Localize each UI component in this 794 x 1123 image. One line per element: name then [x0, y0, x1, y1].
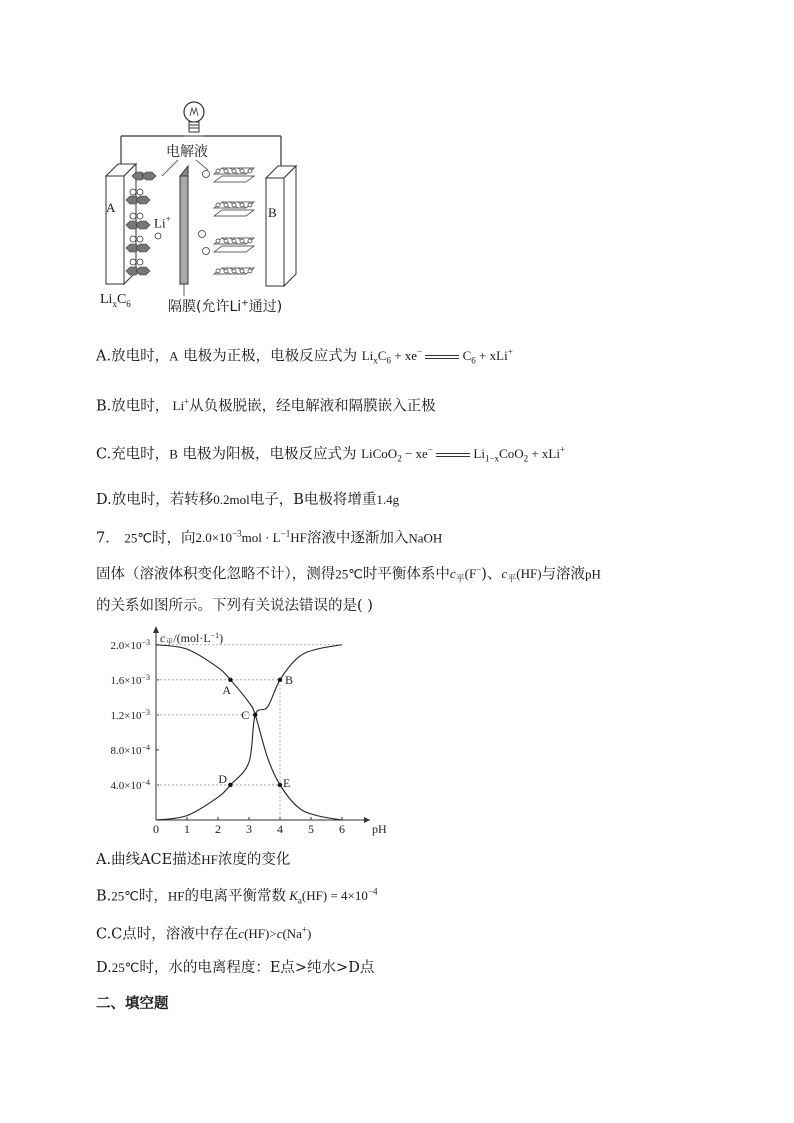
point-label-A: A [222, 682, 232, 697]
li-ion-label: Li+ [154, 214, 171, 231]
y-tick-label: $4.0\times 10^{-4}$ [110, 777, 150, 792]
q6-option-B: B.放电时， Li+从负极脱嵌，经电解液和隔膜嵌入正极 [96, 397, 436, 415]
electrode-A-label: A [106, 200, 116, 215]
q7-option-A: A.曲线ACE描述HF浓度的变化 [96, 852, 291, 868]
q6-option-A: A.放电时，A 电极为正极，电极反应式为 $Li_xC_6 + xe^-$ $C_6 + xLi^+$ [96, 347, 513, 366]
point-C [253, 713, 257, 717]
section-heading: 二、填空题 [96, 996, 169, 1012]
electrode-B [266, 166, 296, 286]
y-tick-label: $1.6\times 10^{-3}$ [110, 672, 150, 687]
q6-option-C: C.充电时，B 电极为阳极，电极反应式为 LiCoO$_2$ − xe− $Li_{1-x}CoO_2 + xLi^+$ [96, 445, 566, 464]
reaction-arrow [425, 355, 459, 359]
point-A [228, 678, 232, 682]
x-tick-label: 6 [339, 822, 345, 836]
separator-membrane [180, 166, 188, 284]
q7-stem-line-3: 的关系如图所示。下列有关说法错误的是( ) [96, 598, 373, 614]
x-tick-label: 1 [184, 822, 190, 836]
x-tick-label: 4 [277, 822, 283, 836]
x-tick-label: 5 [308, 822, 314, 836]
point-label-B: B [285, 672, 294, 687]
series-curve-2 [156, 645, 342, 820]
y-axis-label: $c_平/(mol\cdot L^{-1})$ [160, 631, 224, 647]
point-E [278, 783, 282, 787]
x-tick-label: 3 [246, 822, 252, 836]
q7-stem-line-2: 固体（溶液体积变化忽略不计），测得25℃时平衡体系中$c_平(F^-)$、$c_平(HF)$与溶液pH [96, 565, 601, 584]
y-axis-arrow [153, 626, 159, 633]
point-D [228, 783, 232, 787]
x-tick-label: 0 [153, 822, 159, 836]
x-axis-label: pH [372, 822, 387, 836]
point-B [278, 678, 282, 682]
q7-option-C: C.C点时，溶液中存在c(HF)>c(Na+) [96, 925, 312, 943]
light-bulb-icon [184, 102, 204, 136]
reaction-arrow [436, 453, 470, 457]
q6-option-D: D.放电时，若转移0.2mol电子，B电极将增重1.4g [96, 492, 400, 508]
anode-formula-label: $Li_xC_6$ [100, 292, 131, 309]
q7-stem-line-1: 7． 25℃时，向$2.0\times 10^{-3}mol \cdot L^{-1}HF$溶液中逐渐加入NaOH [96, 529, 443, 547]
x-axis-arrow [364, 817, 370, 823]
y-tick-label: $1.2\times 10^{-3}$ [110, 707, 150, 722]
point-label-C: C [241, 707, 250, 722]
point-label-D: D [218, 771, 228, 786]
x-tick-label: 2 [215, 822, 221, 836]
electrolyte-label: 电解液 [166, 144, 208, 160]
concentration-ph-chart [96, 620, 406, 840]
series-curve-1 [156, 645, 342, 820]
separator-label: 隔膜(允许Li+通过) [168, 298, 283, 315]
y-tick-label: $2.0\times 10^{-3}$ [110, 637, 150, 652]
q7-option-D: D.25℃时，水的电离程度：E点>纯水>D点 [96, 960, 375, 976]
point-label-E: E [283, 775, 291, 790]
cathode-lattice [214, 168, 254, 274]
electrode-B-label: B [268, 205, 277, 220]
battery-diagram-svg [96, 96, 336, 322]
q7-option-B: B.25℃时，HF的电离平衡常数 $K_a(HF) = 4\times 10^{-4}$ [96, 887, 378, 906]
y-tick-label: $8.0\times 10^{-4}$ [110, 742, 150, 757]
